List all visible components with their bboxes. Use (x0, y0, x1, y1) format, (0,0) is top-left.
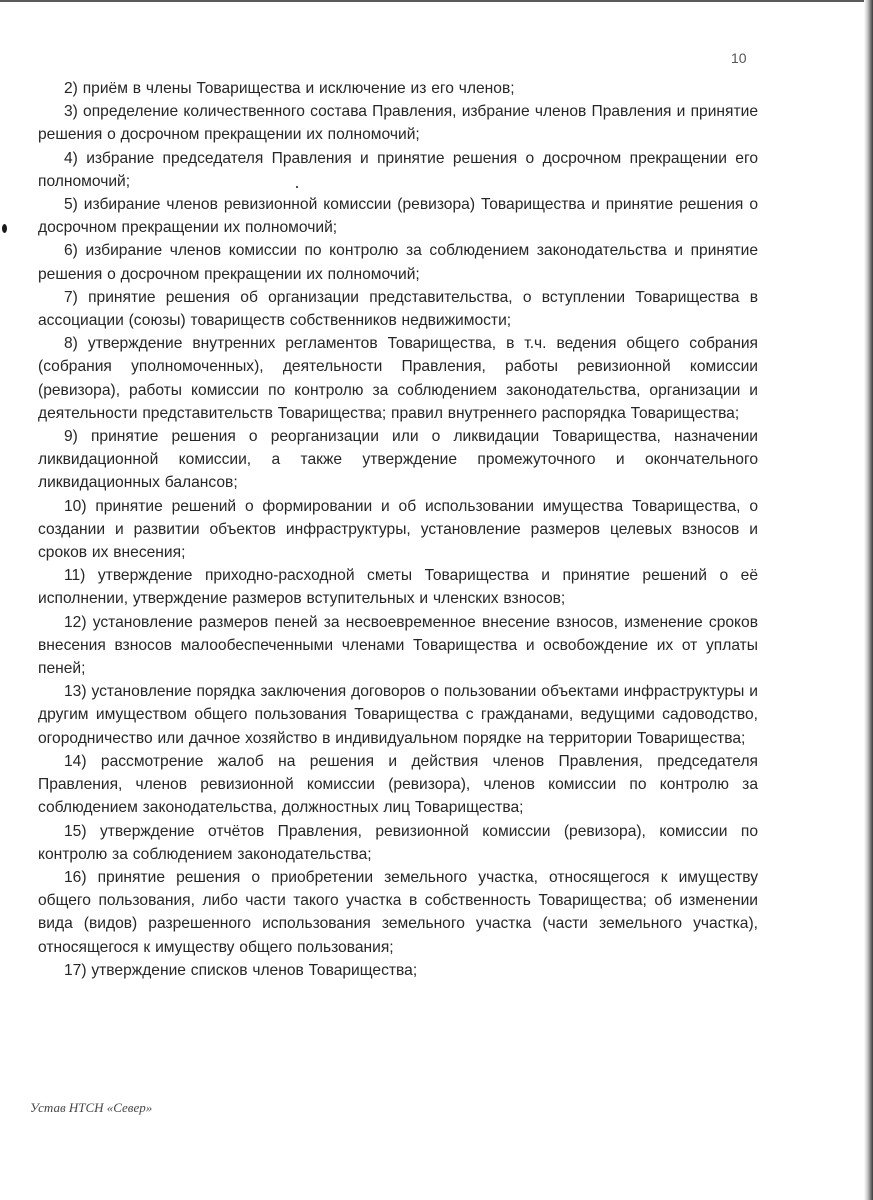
list-item: 12) установление размеров пеней за несвоевременное внесение взносов, изменение сроков внесения взносов малообеспеченными членами Товарищества и освобождение их от уплаты пеней; (38, 613, 758, 678)
list-item: 16) принятие решения о приобретении земельного участка, относящегося к имуществу общего пользования, либо части такого участка в собственность Товарищества; об изменении вида (видов) разрешенного использования земельного участка (части земельного участка), относящегося к имуществу общего пользования; (38, 868, 758, 956)
list-item: 14) рассмотрение жалоб на решения и действия членов Правления, председателя Правления, членов ревизионной комиссии (ревизора), членов комиссии по контролю за соблюдением законодательства, должностных лиц Товарищества; (38, 752, 758, 817)
list-item: 10) принятие решений о формировании и об использовании имущества Товарищества, о создании и развитии объектов инфраструктуры, установление размеров целевых взносов и сроков их внесения; (38, 497, 758, 562)
list-item: 8) утверждение внутренних регламентов Товарищества, в т.ч. ведения общего собрания (собрания уполномоченных), деятельности Правления, работы ревизионной комиссии (ревизора), работы комиссии по контролю за соблюдением законодательства, организации и деятельности представительств Товарищества; правил внутреннего распорядка Товарищества; (38, 335, 758, 422)
scan-top-edge (0, 0, 873, 2)
scan-speck (2, 224, 7, 233)
list-item: 9) принятие решения о реорганизации или о ликвидации Товарищества, назначении ликвидационной комиссии, а также утверждение промежуточного и окончательного ликвидационных балансов; (38, 428, 758, 492)
list-item: 2) приём в члены Товарищества и исключение из его членов; (64, 80, 515, 97)
list-item: 7) принятие решения об организации представительства, о вступлении Товарищества в ассоциации (союзы) товариществ собственников недвижимости; (38, 288, 758, 330)
list-item: 6) избирание членов комиссии по контролю за соблюдением законодательства и принятие решения о досрочном прекращении их полномочий; (38, 242, 758, 283)
document-footer: Устав НТСН «Север» (30, 1100, 153, 1115)
list-item: 17) утверждение списков членов Товарищества; (64, 961, 418, 979)
list-item: 15) утверждение отчётов Правления, ревизионной комиссии (ревизора), комиссии по контролю за соблюдением законодательства; (38, 822, 758, 863)
list-item: 13) установление порядка заключения договоров о пользовании объектами инфраструктуры и другим имуществом общего пользования Товарищества с гражданами, ведущими садоводство, огородничество или дачное хозяйство в индивидуальном порядке на территории Товарищества; (38, 683, 758, 747)
page-number: 10 (731, 50, 747, 66)
list-item: 3) определение количественного состава Правления, избрание членов Правления и принятие решения о досрочном прекращении их полномочий; (38, 103, 758, 144)
document-body (38, 77, 758, 982)
list-item: 5) избирание членов ревизионной комиссии (ревизора) Товарищества и принятие решения о досрочном прекращении их полномочий; (38, 196, 758, 237)
scan-right-edge (864, 0, 873, 1200)
list-item: 11) утверждение приходно-расходной сметы Товарищества и принятие решений о её исполнении, утверждение размеров вступительных и членских взносов; (38, 567, 758, 608)
list-item: 4) избрание председателя Правления и принятие решения о досрочном прекращении его полномочий; (38, 149, 758, 190)
